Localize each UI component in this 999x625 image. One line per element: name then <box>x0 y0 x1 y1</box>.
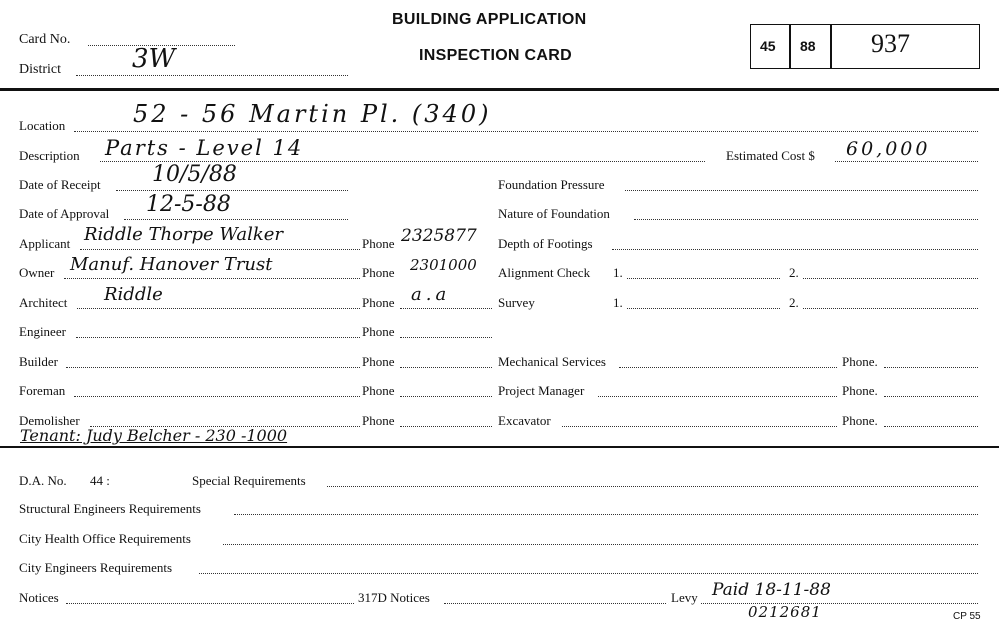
date-receipt-field[interactable] <box>116 190 348 191</box>
owner-phone-label: Phone <box>362 265 395 280</box>
card-number-part2: 88 <box>800 38 816 54</box>
owner-label: Owner <box>19 265 55 280</box>
depth-footings-field[interactable] <box>612 249 978 250</box>
applicant-phone-value: 2325877 <box>401 226 477 246</box>
alignment-check-label: Alignment Check <box>498 265 591 280</box>
builder-phone-field[interactable] <box>400 367 492 368</box>
survey-field-2[interactable] <box>803 308 978 309</box>
alignment-check-num1: 1. <box>613 265 623 280</box>
applicant-label: Applicant <box>19 236 71 251</box>
excavator-phone-label: Phone. <box>842 413 878 428</box>
architect-phone-label: Phone <box>362 295 395 310</box>
foundation-pressure-field[interactable] <box>625 190 978 191</box>
builder-label: Builder <box>19 354 58 369</box>
card-title-line1: BUILDING APPLICATION <box>392 11 587 28</box>
project-manager-field[interactable] <box>598 396 837 397</box>
engineer-phone-label: Phone <box>362 324 395 339</box>
card-no-label: Card No. <box>19 32 71 47</box>
district-value: 3W <box>132 44 176 74</box>
architect-label: Architect <box>19 295 68 310</box>
card-number-main: 937 <box>871 29 910 58</box>
middle-divider <box>0 446 999 448</box>
nature-foundation-field[interactable] <box>634 219 978 220</box>
survey-num2: 2. <box>789 295 799 310</box>
excavator-phone-field[interactable] <box>884 426 978 427</box>
survey-field-1[interactable] <box>627 308 780 309</box>
levy-field[interactable] <box>701 603 978 604</box>
da-no-label: D.A. No. <box>19 473 67 488</box>
foreman-field[interactable] <box>74 396 360 397</box>
card-title-line2: INSPECTION CARD <box>419 47 572 64</box>
tenant-note: Tenant: Judy Belcher - 230 -1000 <box>20 426 288 445</box>
foreman-phone-field[interactable] <box>400 396 492 397</box>
form-code: CP 55 <box>953 611 981 622</box>
owner-value: Manuf. Hanover Trust <box>70 254 273 275</box>
date-approval-value: 12-5-88 <box>146 192 231 217</box>
estimated-cost-value: 60,000 <box>846 138 931 160</box>
applicant-value: Riddle Thorpe Walker <box>84 224 284 245</box>
owner-field[interactable] <box>64 278 360 279</box>
builder-field[interactable] <box>66 367 360 368</box>
project-manager-phone-field[interactable] <box>884 396 978 397</box>
card-number-box <box>750 24 980 69</box>
header-divider <box>0 88 999 91</box>
foreman-phone-label: Phone <box>362 383 395 398</box>
engineer-label: Engineer <box>19 324 66 339</box>
architect-field[interactable] <box>77 308 360 309</box>
description-label: Description <box>19 148 80 163</box>
alignment-check-field-1[interactable] <box>627 278 780 279</box>
location-label: Location <box>19 118 66 133</box>
date-approval-label: Date of Approval <box>19 206 110 221</box>
notices-label: Notices <box>19 590 59 605</box>
special-requirements-label: Special Requirements <box>192 473 306 488</box>
district-label: District <box>19 62 61 77</box>
architect-value: Riddle <box>104 284 163 305</box>
mechanical-phone-label: Phone. <box>842 354 878 369</box>
city-engineers-field[interactable] <box>199 573 978 574</box>
mechanical-services-field[interactable] <box>619 367 837 368</box>
structural-engineers-label: Structural Engineers Requirements <box>19 501 201 516</box>
engineer-field[interactable] <box>76 337 360 338</box>
levy-value: Paid 18-11-88 <box>712 580 831 600</box>
city-engineers-label: City Engineers Requirements <box>19 560 173 575</box>
project-manager-phone-label: Phone. <box>842 383 878 398</box>
owner-phone-value: 2301000 <box>410 256 477 274</box>
mechanical-phone-field[interactable] <box>884 367 978 368</box>
demolisher-phone-label: Phone <box>362 413 395 428</box>
date-approval-field[interactable] <box>124 219 348 220</box>
alignment-check-field-2[interactable] <box>803 278 978 279</box>
foundation-pressure-label: Foundation Pressure <box>498 177 605 192</box>
builder-phone-label: Phone <box>362 354 395 369</box>
location-value: 52 - 56 Martin Pl. (340) <box>133 100 492 128</box>
mechanical-services-label: Mechanical Services <box>498 354 606 369</box>
estimated-cost-field[interactable] <box>835 161 978 162</box>
card-number-part1: 45 <box>760 38 776 54</box>
architect-phone-value: a.a <box>411 284 451 305</box>
survey-label: Survey <box>498 295 535 310</box>
da-no-value: 44 : <box>90 473 110 488</box>
excavator-label: Excavator <box>498 413 551 428</box>
demolisher-phone-field[interactable] <box>400 426 492 427</box>
date-receipt-label: Date of Receipt <box>19 177 101 192</box>
project-manager-label: Project Manager <box>498 383 585 398</box>
engineer-phone-field[interactable] <box>400 337 492 338</box>
applicant-phone-label: Phone <box>362 236 395 251</box>
structural-engineers-field[interactable] <box>234 514 978 515</box>
survey-num1: 1. <box>613 295 623 310</box>
levy-label: Levy <box>671 590 698 605</box>
city-health-label: City Health Office Requirements <box>19 531 191 546</box>
location-field[interactable] <box>74 131 978 132</box>
city-health-field[interactable] <box>223 544 978 545</box>
demolisher-label: Demolisher <box>19 413 80 428</box>
district-field[interactable] <box>76 75 348 76</box>
estimated-cost-label: Estimated Cost $ <box>726 148 815 163</box>
excavator-field[interactable] <box>562 426 837 427</box>
notices-field[interactable] <box>66 603 354 604</box>
receipt-number: 0212681 <box>748 603 822 621</box>
foreman-label: Foreman <box>19 383 66 398</box>
special-requirements-field[interactable] <box>327 486 978 487</box>
notices-317d-field[interactable] <box>444 603 666 604</box>
depth-footings-label: Depth of Footings <box>498 236 593 251</box>
date-receipt-value: 10/5/88 <box>152 162 237 187</box>
nature-foundation-label: Nature of Foundation <box>498 206 610 221</box>
notices-317d-label: 317D Notices <box>358 590 430 605</box>
architect-phone-field[interactable] <box>400 308 492 309</box>
description-value: Parts - Level 14 <box>105 136 304 160</box>
alignment-check-num2: 2. <box>789 265 799 280</box>
applicant-field[interactable] <box>80 249 360 250</box>
